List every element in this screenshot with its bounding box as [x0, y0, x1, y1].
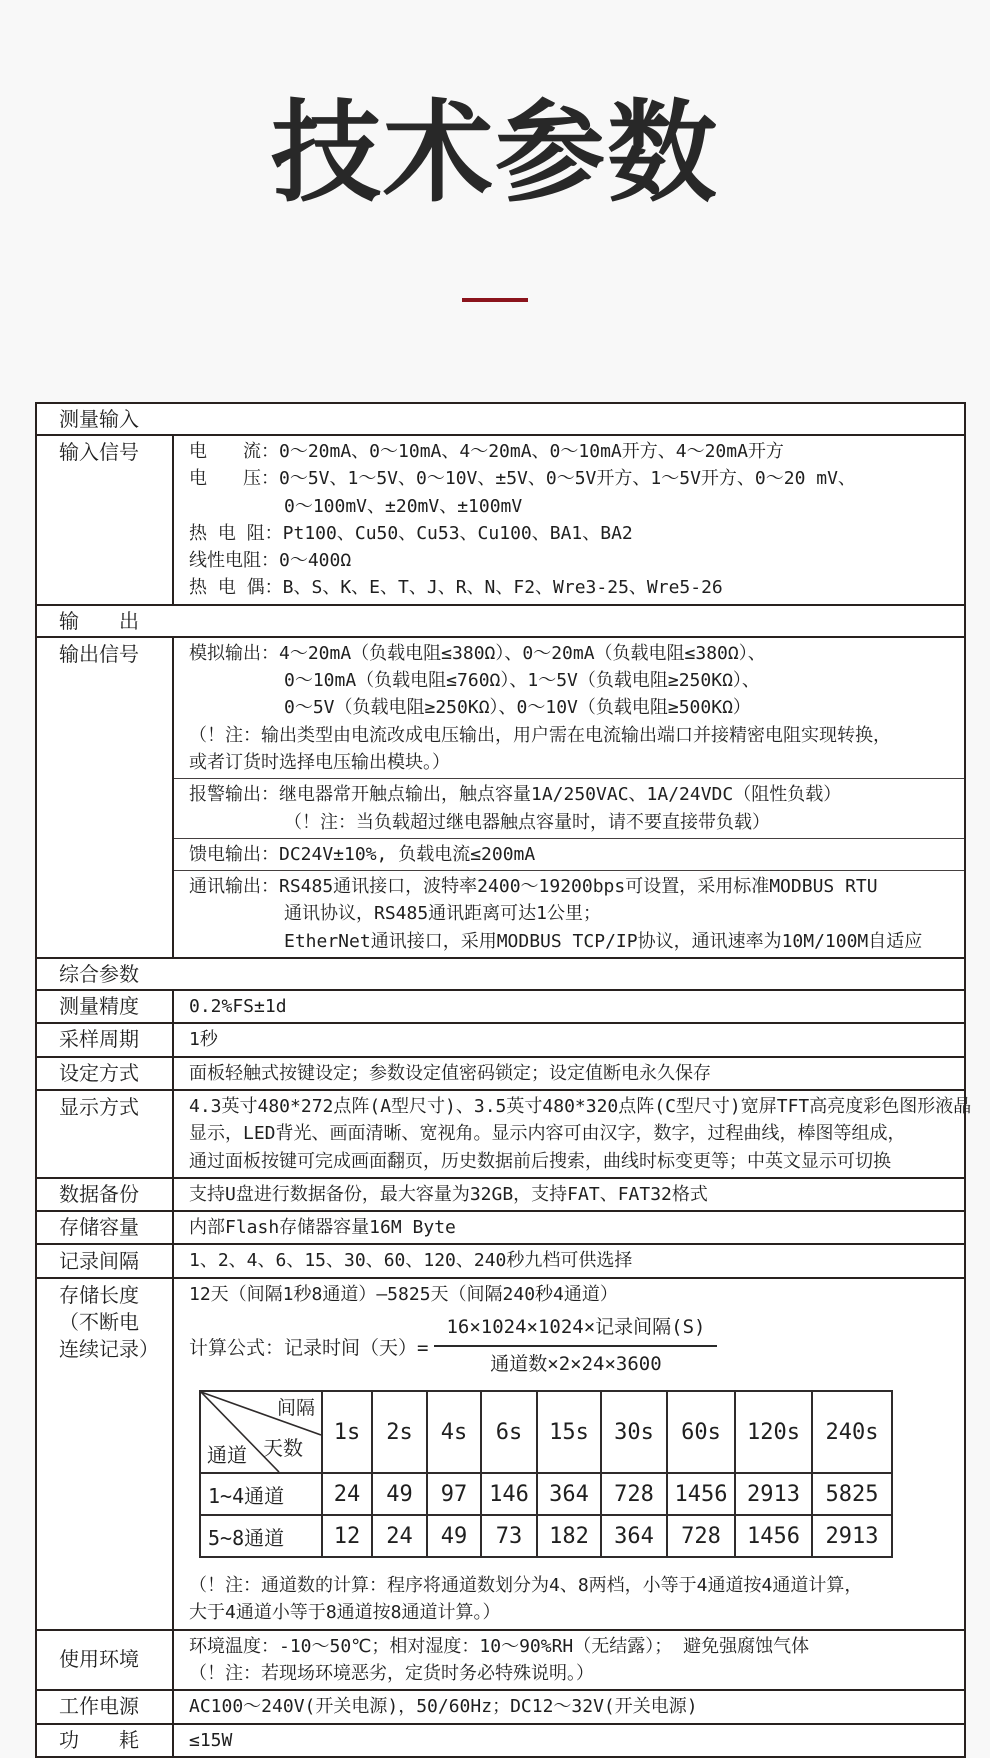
row-section-0: [37, 404, 964, 434]
content-line: 通讯协议，RS485通讯距离可达1公里；: [284, 903, 602, 925]
days-value-cell: 24: [322, 1473, 372, 1515]
row-kv-3: [37, 636, 964, 957]
label-cell: [37, 1279, 174, 1629]
fraction-denominator: 通道数×2×24×3600: [490, 1353, 662, 1376]
storage-days-table: [199, 1390, 893, 1558]
days-col-header: 240s: [812, 1391, 892, 1473]
content-line: 显示，LED背光、画面清晰、宽视角。显示内容可由汉字，数字，过程曲线，棒图等组成，: [189, 1123, 906, 1145]
days-value-cell: 728: [667, 1515, 735, 1557]
days-col-header: 2s: [372, 1391, 427, 1473]
content-line: 1秒: [189, 1029, 218, 1051]
content-line: 0～10mA（负载电阻≤760Ω）、1～5V（负载电阻≥250KΩ）、: [284, 670, 760, 692]
label-line: 数据备份: [59, 1181, 139, 1206]
label-cell: [37, 991, 174, 1022]
content-cell: [174, 1725, 964, 1756]
content-line: EtherNet通讯接口，采用MODBUS TCP/IP协议，通讯速率为10M/100M自适应: [284, 930, 923, 952]
subrow: [174, 638, 964, 778]
days-col-header: 30s: [601, 1391, 667, 1473]
content-line: 馈电输出：DC24V±10%, 负载电流≤200mA: [189, 843, 536, 865]
label-line: 存储容量: [59, 1215, 139, 1240]
section-label: 输 出: [59, 608, 139, 633]
days-col-header: 6s: [481, 1391, 537, 1473]
days-col-header: 15s: [537, 1391, 601, 1473]
label-cell: [37, 1179, 174, 1210]
days-value-cell: 12: [322, 1515, 372, 1557]
days-row-label: 5~8通道: [200, 1515, 322, 1557]
page-title: 技术参数: [271, 89, 719, 217]
content-line: ≤15W: [189, 1729, 233, 1751]
content-cell: [174, 991, 964, 1022]
content-line: 电 压：0～5V、1～5V、0～10V、±5V、0～5V开方、1～5V开方、0～20 mV、: [189, 468, 856, 490]
corner-label-channel: 通道: [207, 1443, 247, 1468]
label-cell: [37, 1631, 174, 1690]
days-value-cell: 5825: [812, 1473, 892, 1515]
days-row-label: 1~4通道: [200, 1473, 322, 1515]
label-line: 输入信号: [59, 440, 139, 464]
label-cell: [37, 1091, 174, 1177]
label-line: 采样周期: [59, 1027, 139, 1052]
row-kv-9: [37, 1177, 964, 1210]
content-line: 12天（间隔1秒8通道）—5825天（间隔240秒4通道）: [189, 1283, 618, 1305]
days-header-row: [200, 1391, 892, 1473]
days-value-cell: 146: [481, 1473, 537, 1515]
label-cell: [37, 638, 174, 957]
section-label: 综合参数: [59, 962, 139, 987]
content-line: 内部Flash存储器容量16M Byte: [189, 1217, 456, 1239]
label-line: 输出信号: [59, 641, 139, 666]
row-kv-1: [37, 434, 964, 604]
days-value-cell: 364: [601, 1515, 667, 1557]
content-line: （！注：输出类型由电流改成电压输出，用户需在电流输出端口并接精密电阻实现转换，: [189, 724, 891, 746]
content-line: （！注：当负载超过继电器触点容量时，请不要直接带负载）: [284, 811, 770, 833]
row-kv-10: [37, 1210, 964, 1243]
days-value-cell: 2913: [735, 1473, 812, 1515]
corner-label-days: 天数: [263, 1436, 303, 1461]
label-line: 显示方式: [59, 1094, 139, 1119]
content-line: 0.2%FS±1d: [189, 996, 287, 1018]
label-line: 测量精度: [59, 994, 139, 1019]
days-col-header: 1s: [322, 1391, 372, 1473]
row-kv-6: [37, 1022, 964, 1055]
content-line: 线性电阻：0～400Ω: [189, 550, 352, 572]
label-line: 功 耗: [59, 1727, 139, 1752]
days-value-cell: 73: [481, 1515, 537, 1557]
content-line: 通过面板按键可完成画面翻页，历史数据前后搜索，曲线时标变更等；中英文显示可切换: [189, 1150, 891, 1172]
row-kv-12: [37, 1277, 964, 1629]
corner-label-interval: 间隔: [276, 1397, 315, 1420]
label-line: 使用环境: [59, 1647, 139, 1672]
days-value-cell: 49: [372, 1473, 427, 1515]
content-cell: [174, 1091, 972, 1177]
row-kv-13: [37, 1629, 964, 1690]
days-col-header: 4s: [427, 1391, 481, 1473]
days-data-row: [200, 1473, 892, 1515]
content-line: 报警输出：继电器常开触点输出，触点容量1A/250VAC、1A/24VDC（阻性负载）: [189, 784, 842, 806]
content-cell: [174, 1245, 964, 1276]
row-kv-11: [37, 1243, 964, 1276]
days-data-row: [200, 1515, 892, 1557]
content-line: 电 流：0～20mA、0～10mA、4～20mA、0～10mA开方、4～20mA开方: [189, 441, 784, 462]
formula-prefix: 计算公式：记录时间（天）=: [189, 1336, 429, 1359]
days-value-cell: 364: [537, 1473, 601, 1515]
label-line: 设定方式: [59, 1060, 139, 1085]
label-line: 存储长度: [59, 1282, 139, 1307]
content-line: 热 电 偶：B、S、K、E、T、J、R、N、F2、Wre3-25、Wre5-26: [189, 577, 723, 599]
row-section-4: [37, 957, 964, 989]
label-cell: [37, 1691, 174, 1722]
content-cell: [174, 1024, 964, 1055]
row-kv-7: [37, 1056, 964, 1089]
days-value-cell: 97: [427, 1473, 481, 1515]
fraction-numerator: 16×1024×1024×记录间隔(S): [434, 1315, 717, 1347]
label-line: 连续记录）: [59, 1336, 159, 1361]
subrow: [174, 838, 964, 870]
days-value-cell: 1456: [667, 1473, 735, 1515]
content-line: 热 电 阻：Pt100、Cu50、Cu53、Cu100、BA1、BA2: [189, 522, 633, 544]
days-value-cell: 24: [372, 1515, 427, 1557]
days-value-cell: 728: [601, 1473, 667, 1515]
content-line: 4.3英寸480*272点阵(A型尺寸)、3.5英寸480*320点阵(C型尺寸)宽屏TFT高亮度彩色图形液晶: [189, 1095, 972, 1117]
content-cell: [174, 1212, 964, 1243]
label-cell: [37, 1024, 174, 1055]
content-line: 支持U盘进行数据备份，最大容量为32GB，支持FAT、FAT32格式: [189, 1183, 708, 1205]
content-line: 0～5V（负载电阻≥250KΩ）、0～10V（负载电阻≥500KΩ）: [284, 697, 751, 719]
days-value-cell: 49: [427, 1515, 481, 1557]
days-value-cell: 182: [537, 1515, 601, 1557]
row-kv-5: [37, 989, 964, 1022]
content-cell: [174, 638, 964, 957]
content-cell: [174, 1058, 964, 1089]
record-time-formula: [189, 1315, 964, 1377]
content-line: 大于4通道小等于8通道按8通道计算。）: [189, 1602, 501, 1624]
label-cell: [37, 1245, 174, 1276]
content-line: 或者订货时选择电压输出模块。）: [189, 751, 450, 773]
section-label: 测量输入: [59, 407, 139, 431]
subrow: [174, 870, 964, 957]
formula-fraction: [434, 1315, 717, 1377]
content-cell: [174, 1279, 964, 1629]
days-col-header: 120s: [735, 1391, 812, 1473]
label-line: 工作电源: [59, 1694, 139, 1719]
content-line: 通讯输出：RS485通讯接口，波特率2400～19200bps可设置，采用标准MODBUS RTU: [189, 876, 878, 898]
spec-table: [35, 402, 972, 1758]
label-line: 记录间隔: [59, 1248, 139, 1273]
content-line: （！注：若现场环境恶劣，定货时务必特殊说明。）: [189, 1662, 594, 1684]
row-section-2: [37, 604, 964, 636]
row-kv-8: [37, 1089, 972, 1177]
days-value-cell: 1456: [735, 1515, 812, 1557]
content-line: 环境温度：-10～50℃；相对湿度：10～90%RH（无结露）； 避免强腐蚀气体: [189, 1635, 810, 1657]
title-underline-accent: [462, 298, 528, 302]
content-cell: [174, 1179, 964, 1210]
days-col-header: 60s: [667, 1391, 735, 1473]
content-line: AC100～240V(开关电源)，50/60Hz；DC12～32V(开关电源): [189, 1696, 698, 1718]
days-value-cell: 2913: [812, 1515, 892, 1557]
label-cell: [37, 436, 174, 604]
content-line: 面板轻触式按键设定；参数设定值密码锁定；设定值断电永久保存: [189, 1062, 711, 1084]
content-line: （！注：通道数的计算：程序将通道数划分为4、8两档，小等于4通道按4通道计算，: [189, 1575, 863, 1597]
subrow: [174, 778, 964, 838]
content-line: 0～100mV、±20mV、±100mV: [284, 495, 523, 517]
row-kv-15: [37, 1723, 964, 1756]
content-cell: [174, 436, 964, 604]
content-cell: [174, 1631, 964, 1690]
label-cell: [37, 1212, 174, 1243]
content-line: 模拟输出：4～20mA（负载电阻≤380Ω）、0～20mA（负载电阻≤380Ω）、: [189, 642, 766, 664]
label-cell: [37, 1058, 174, 1089]
content-line: 1、2、4、6、15、30、60、120、240秒九档可供选择: [189, 1250, 633, 1272]
diagonal-corner-cell: [200, 1391, 322, 1473]
content-cell: [174, 1691, 964, 1722]
label-line: （不断电: [59, 1309, 139, 1334]
row-kv-14: [37, 1689, 964, 1722]
label-cell: [37, 1725, 174, 1756]
